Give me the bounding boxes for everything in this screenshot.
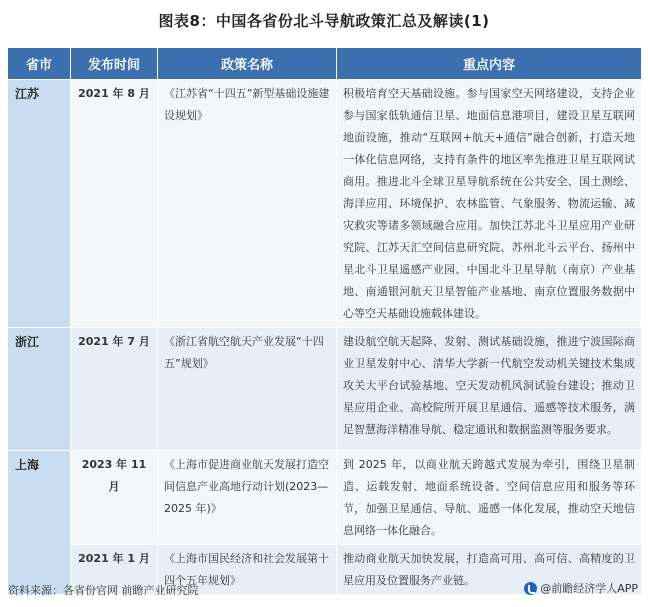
brand-label: @前瞻经济学人APP (540, 582, 638, 595)
cell-policy: 《浙江省航空航天产业发展“十四五”规划》 (158, 328, 337, 451)
cell-policy: 《江苏省“十四五”新型基础设施建设规划》 (158, 80, 337, 328)
brand-credit (524, 580, 638, 596)
cell-province: 上海 (8, 451, 71, 595)
cell-policy: 《上海市促进商业航天发展打造空间信息产业高地行动计划(2023—2025 年)》 (158, 451, 337, 545)
policy-table (7, 47, 642, 595)
brand-logo-icon (524, 582, 537, 595)
table-row (8, 451, 642, 545)
source-note: 资料来源：各省份官网 前瞻产业研究院 (8, 584, 199, 597)
table-header-row (8, 48, 642, 80)
cell-content: 积极培育空天基础设施。参与国家空天网络建设，支持企业参与国家低轨通信卫星、地面信息港项目，建设卫星互联网地面设施，推动“互联网+航天+通信”融合创新，打造天地一体化信息网络，支持有条件的地区率先推进卫星互联网试商用。推进北斗全球卫星导航系统在公共安全、国土测绘、海洋应用、环境保护、农林监管、气象服务、物流运输、减灾救灾等诸多领域融合应用。加快江苏北斗卫星应用产业研究院、江苏天汇空间信息研究院、苏州北斗云平台、扬州中星北斗卫星遥感产业园、中国北斗卫星导航（南京）产业基地、南通银河航天卫星智能产业基地、南京位置服务数据中心等空天基础设施载体建设。 (337, 80, 642, 328)
cell-time: 2021 年 1 月 (71, 545, 158, 595)
table-row (8, 328, 642, 451)
cell-content: 推动商业航天加快发展，打造高可用、高可信、高精度的卫星应用及位置服务产业链。 (337, 545, 642, 595)
cell-province: 浙江 (8, 328, 71, 451)
cell-content: 建设航空航天起降、发射、测试基础设施，推进宁波国际商业卫星发射中心、清华大学新一代航空发动机关键技术集成攻关大平台试验基地、空天发动机风洞试验台建设；推动卫星应用企业、高校院所开展卫星通信、遥感等技术服务，满足智慧海洋精准导航、稳定通讯和数据监测等服务要求。 (337, 328, 642, 451)
cell-province: 江苏 (8, 80, 71, 328)
cell-time: 2021 年 8 月 (71, 80, 158, 328)
header-policy: 政策名称 (158, 48, 337, 80)
table-row (8, 80, 642, 328)
cell-time: 2021 年 7 月 (71, 328, 158, 451)
page-title: 图表8：中国各省份北斗导航政策汇总及解读(1) (158, 12, 490, 30)
header-province: 省市 (8, 48, 71, 80)
header-time: 发布时间 (71, 48, 158, 80)
header-content: 重点内容 (337, 48, 642, 80)
cell-policy: 《上海市国民经济和社会发展第十四个五年规划》 (158, 545, 337, 595)
cell-time: 2023 年 11 月 (71, 451, 158, 545)
cell-content: 到 2025 年，以商业航天跨越式发展为牵引，围绕卫星制造、运载发射、地面系统设备、空间信息应用和服务等环节，加强卫星通信、导航、遥感一体化发展，推动空天地信息网络一体化融合。 (337, 451, 642, 545)
